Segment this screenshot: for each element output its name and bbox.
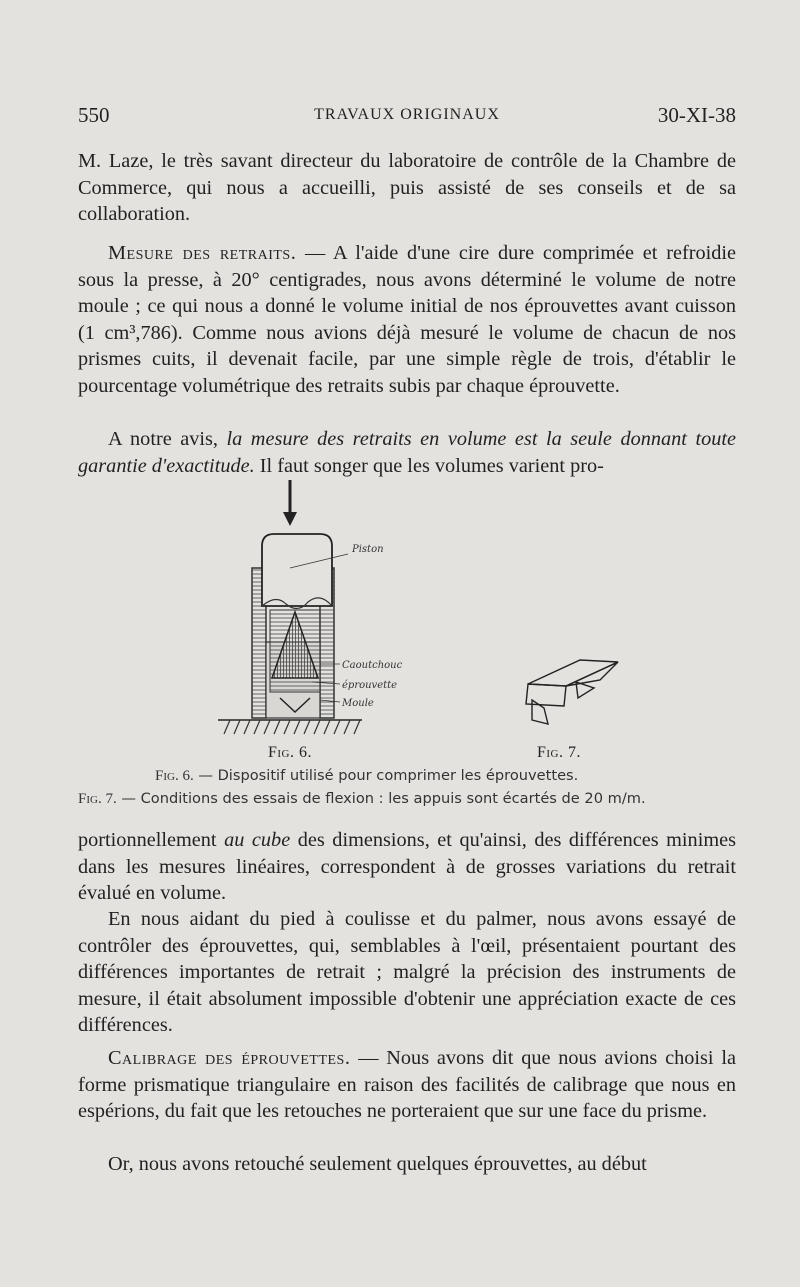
opinion-after: Il faut songer que les volumes varient pro- [254,454,604,477]
paragraph-cube [78,827,736,907]
opinion-before: A notre avis, [108,428,227,450]
paragraph-pied-coulisse: En nous aidant du pied à coulisse et du palmer, nous avons essayé de contrôler des éprouvettes, qui, semblables à l'œil, présentaient pourtant des différences importantes de retrait ; malgré la précision des instruments de mesure, il était absolument impossible d'obtenir une appréciation exacte de ces différences. [78,908,736,1037]
caption-7-text: — Conditions des essais de flexion : les appuis sont écartés de 20 m/m. [116,790,646,807]
label-caoutchouc: Caoutchouc [342,660,403,671]
piston-drawing [262,534,332,606]
page-number: 550 [78,103,110,127]
paragraph-mesure-text: — A l'aide d'une cire dure comprimée et refroidie sous la presse, à 20° centigrades, nous avons déterminé le volume de notre moule ; ce qui nous a donné le volume initial de nos éprouvettes avant cuisson (1 cm³,786). Comme nous avions déjà mesuré le volume de chacun de nos prismes cuits, il devenait facile, par une simple règle de trois, d'établir le pourcentage volumétrique des retraits subis par chaque éprouvette. [78,242,737,397]
base-hatch [218,720,362,734]
paragraph-mesure-retraits [78,240,736,400]
running-title: TRAVAUX ORIGINAUX [314,106,500,123]
figure-drawing [180,472,620,772]
page-header [78,103,736,129]
cube-italic: au cube [224,829,291,851]
paragraph-calibrage-text: — Nous avons dit que nous avions choisi la forme prismatique triangulaire en raison des facilités de calibrage que nous en espérions, du fait que les retouches ne porteraient que sur une face du prisme. [78,1047,736,1123]
paragraph-retouche: Or, nous avons retouché seulement quelques éprouvettes, au début [108,1153,647,1175]
force-arrow [283,480,297,526]
caption-6-text: — Dispositif utilisé pour comprimer les éprouvettes. [193,767,579,784]
cube-before: portionnellement [78,829,225,851]
issue-date: 30-XI-38 [657,103,736,127]
figure-6-label: Fig. 6. [268,744,313,761]
figure-7-caption [78,790,646,808]
caption-6-ref: Fig. 6. [155,768,194,784]
caption-7-ref: Fig. 7. [78,791,117,807]
figure-6-7 [180,472,620,772]
paragraph-calibrage [78,1045,736,1125]
figure-7-label: Fig. 7. [537,744,582,761]
label-eprouvette: éprouvette [342,680,398,691]
section-heading-mesure: Mesure des retraits. [108,242,297,264]
cube-after: des dimensions, et qu'ainsi, des différences minimes dans les mesures linéaires, correspondent à de grosses variations du retrait évalué en volume. [78,829,737,905]
flexion-test-drawing [526,660,618,724]
paragraph-acknowledgement: M. Laze, le très savant directeur du laboratoire de contrôle de la Chambre de Commerce, qui nous a accueilli, puis assisté de ses conseils et de sa collaboration. [78,150,736,226]
section-heading-calibrage: Calibrage des éprouvettes. [108,1047,351,1069]
opinion-italic: la mesure des retraits en volume est la seule donnant toute garantie d'exactitude. [78,428,736,477]
label-moule: Moule [342,698,374,709]
figure-6-caption [155,767,578,785]
label-piston: Piston [352,544,384,555]
